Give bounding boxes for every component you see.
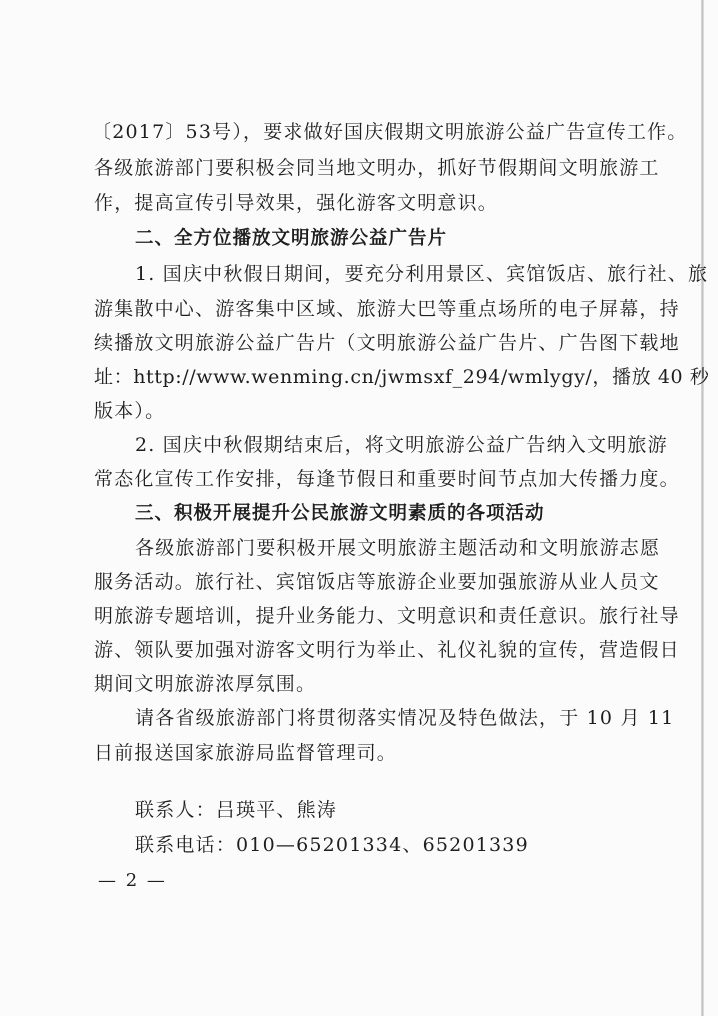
text-line: 日前报送国家旅游局监督管理司。 (94, 742, 398, 764)
text-line: 服务活动。旅行社、宾馆饭店等旅游企业要加强旅游从业人员文 (94, 571, 660, 593)
text-line: 续播放文明旅游公益广告片（文明旅游公益广告片、广告图下载地 (94, 332, 680, 354)
contact-person: 联系人：吕瑛平、熊涛 (135, 799, 338, 821)
text-line: 1. 国庆中秋假日期间，要充分利用景区、宾馆饭店、旅行社、旅 (135, 263, 709, 285)
contact-phone: 联系电话：010—65201334、65201339 (135, 834, 529, 856)
text-line: 〔2017〕53号），要求做好国庆假期文明旅游公益广告宣传工作。 (92, 121, 688, 143)
page-number: — 2 — (98, 870, 167, 891)
text-line: 各级旅游部门要积极开展文明旅游主题活动和文明旅游志愿 (135, 537, 661, 559)
section-heading-3: 三、积极开展提升公民旅游文明素质的各项活动 (135, 503, 545, 524)
text-line: 期间文明旅游浓厚氛围。 (94, 673, 317, 695)
text-line: 作，提高宣传引导效果，强化游客文明意识。 (94, 192, 499, 214)
text-line: 各级旅游部门要积极会同当地文明办，抓好节假期间文明旅游工 (94, 157, 660, 179)
text-line: 址：http://www.wenming.cn/jwmsxf_294/wmlygy/，播放 40 秒 (94, 366, 710, 388)
text-line: 2. 国庆中秋假期结束后，将文明旅游公益广告纳入文明旅游 (135, 434, 668, 456)
page-edge-shadow (701, 0, 704, 1016)
text-line: 游、领队要加强对游客文明行为举止、礼仪礼貌的宣传，营造假日 (94, 639, 680, 661)
section-heading-2: 二、全方位播放文明旅游公益广告片 (135, 228, 448, 249)
text-line: 请各省级旅游部门将贯彻落实情况及特色做法，于 10 月 11 (135, 707, 675, 729)
text-line: 版本）。 (94, 400, 166, 422)
text-line: 明旅游专题培训，提升业务能力、文明意识和责任意识。旅行社导 (94, 605, 680, 627)
text-line: 常态化宣传工作安排，每逢节假日和重要时间节点加大传播力度。 (94, 468, 680, 490)
text-line: 游集散中心、游客集中区域、旅游大巴等重点场所的电子屏幕，持 (94, 298, 680, 320)
